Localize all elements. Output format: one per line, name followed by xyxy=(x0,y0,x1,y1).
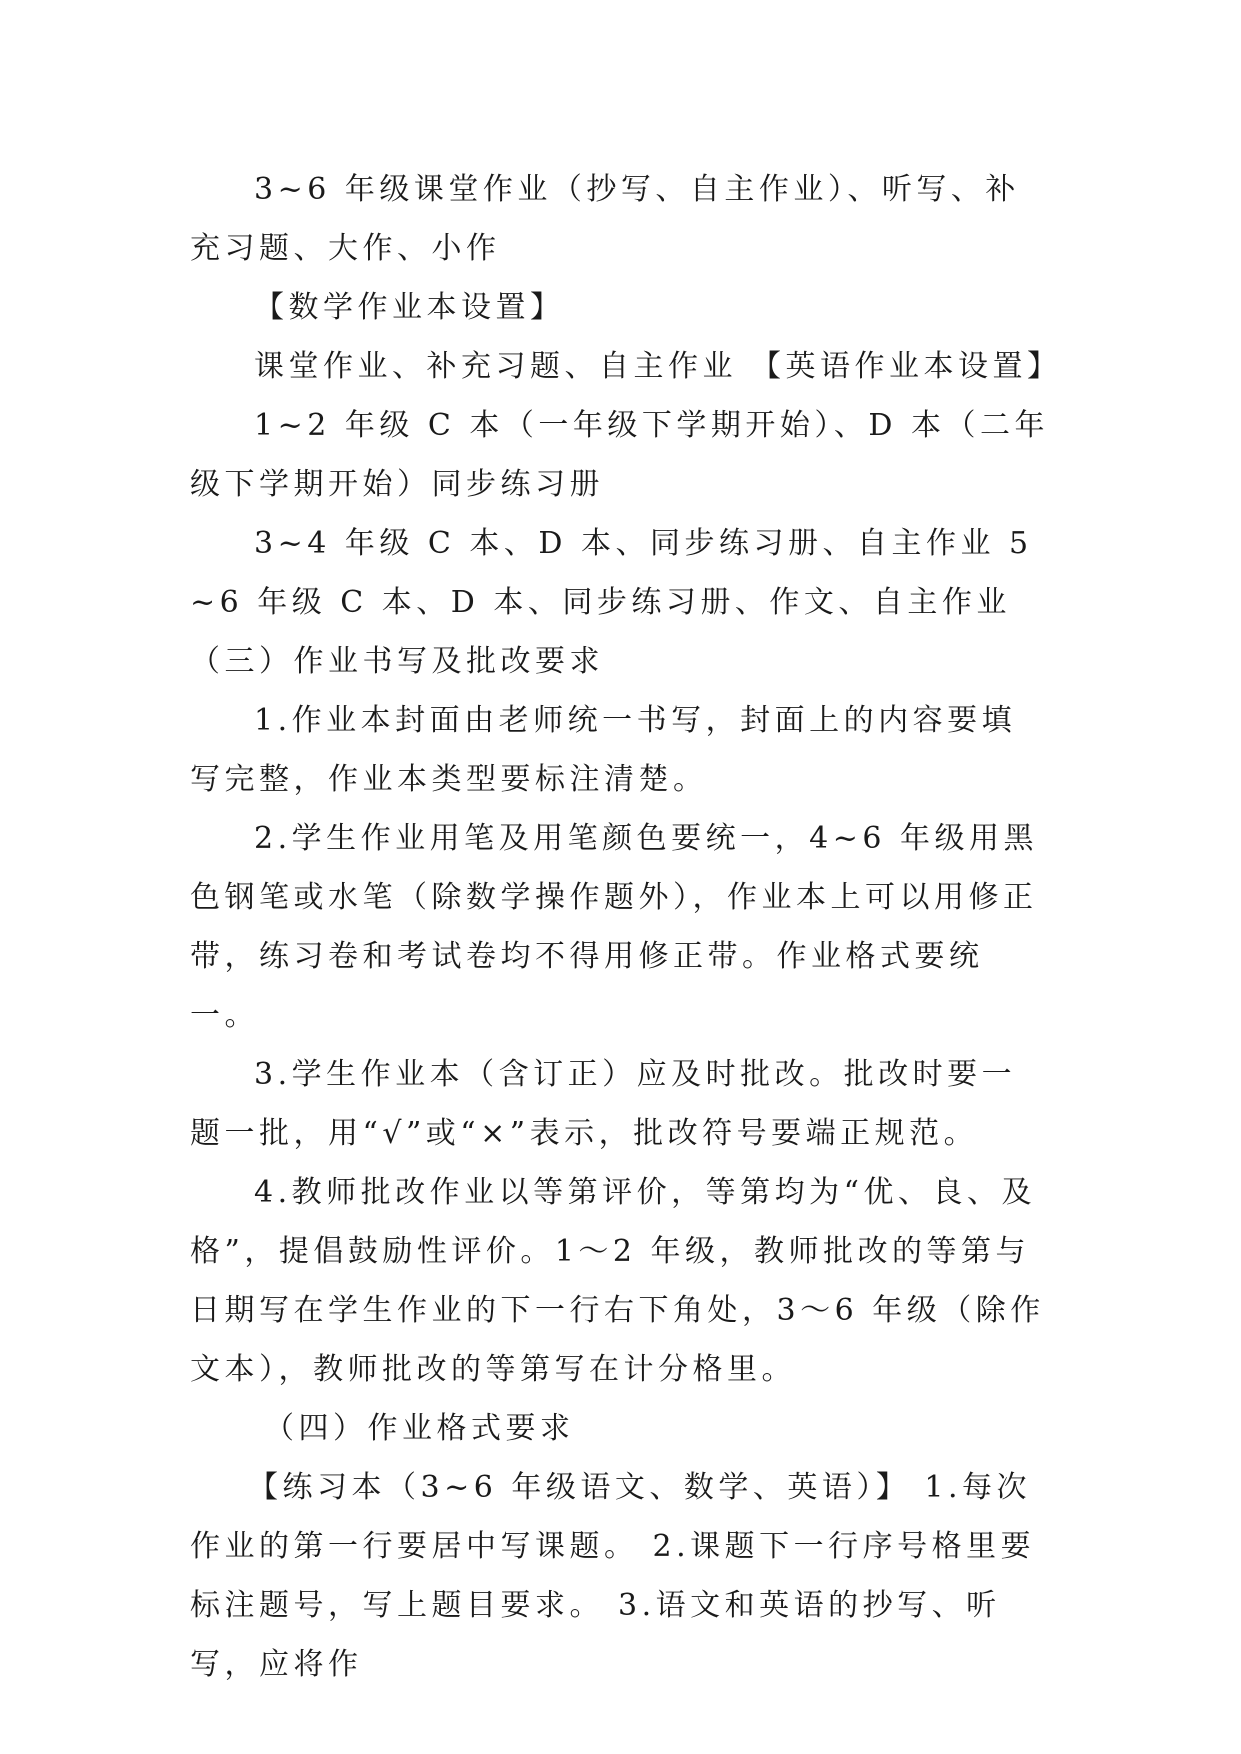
paragraph-exercise-book-format: 【练习本（3~6 年级语文、数学、英语）】 1.每次作业的第一行要居中写课题。 2.课题下一行序号格里要标注题号，写上题目要求。 3.语文和英语的抄写、听写，应将作 xyxy=(190,1470,1036,1682)
paragraph-rule-4: 4.教师批改作业以等第评价，等第均为“优、良、及格”，提倡鼓励性评价。1～2 年级，教师批改的等第与日期写在学生作业的下一行右下角处，3～6 年级（除作文本），教师批改的等第写在计分格里。 xyxy=(190,1175,1045,1387)
paragraph-english-grade-3-6: 3~4 年级 C 本、D 本、同步练习册、自主作业 5~6 年级 C 本、D 本、同步练习册、作文、自主作业 （三）作业书写及批改要求 xyxy=(190,526,1033,679)
paragraph-math-homework-types: 课堂作业、补充习题、自主作业 【英语作业本设置】 xyxy=(254,349,1062,384)
paragraph-chinese-grade-3-6-homework: 3~6 年级课堂作业（抄写、自主作业）、听写、补充习题、大作、小作 xyxy=(190,172,1020,266)
heading-section-4-format: （四）作业格式要求 xyxy=(264,1411,575,1446)
document-body xyxy=(190,160,1062,1694)
paragraph-rule-2: 2.学生作业用笔及用笔颜色要统一，4~6 年级用黑色钢笔或水笔（除数学操作题外），作业本上可以用修正带，练习卷和考试卷均不得用修正带。作业格式要统一。 xyxy=(190,821,1038,1033)
paragraph-english-grade-1-2: 1~2 年级 C 本（一年级下学期开始）、D 本（二年级下学期开始）同步练习册 xyxy=(190,408,1049,502)
paragraph-rule-3: 3.学生作业本（含订正）应及时批改。批改时要一题一批，用“√”或“×”表示，批改符号要端正规范。 xyxy=(190,1057,1017,1151)
paragraph-rule-1: 1.作业本封面由老师统一书写，封面上的内容要填写完整，作业本类型要标注清楚。 xyxy=(190,703,1017,797)
heading-math-homework-setup: 【数学作业本设置】 xyxy=(254,290,565,325)
